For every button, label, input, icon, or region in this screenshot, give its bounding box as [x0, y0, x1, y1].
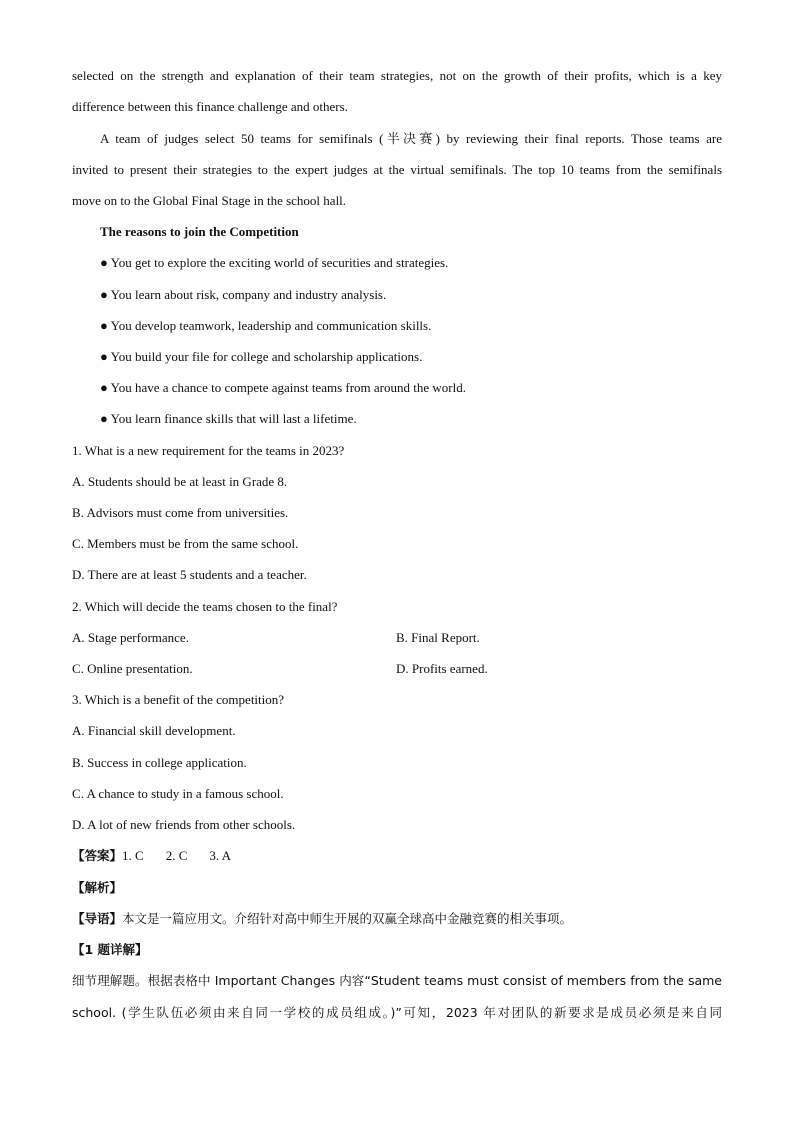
- q1-detail-line2: school. (学生队伍必须由来自同一学校的成员组成。)”可知，2023 年对团队的新要求是成员必须是来自同: [72, 1005, 722, 1020]
- question-option: D. There are at least 5 students and a teacher.: [72, 567, 307, 582]
- passage-para2-line1: A team of judges select 50 teams for semifinals (半决赛) by reviewing their final reports. Those teams are: [100, 131, 722, 146]
- question-option: A. Financial skill development.: [72, 723, 236, 738]
- question-option: B. Advisors must come from universities.: [72, 505, 289, 520]
- question-stem: 1. What is a new requirement for the teams in 2023?: [72, 443, 345, 458]
- answer-item: 1. C: [122, 848, 144, 863]
- reason-item: ● You get to explore the exciting world of securities and strategies.: [100, 255, 449, 270]
- guide-label: 【导语】: [72, 911, 123, 926]
- question-option: D. A lot of new friends from other schools.: [72, 817, 296, 832]
- question-stem: 2. Which will decide the teams chosen to the final?: [72, 599, 338, 614]
- question-option: B. Final Report.: [396, 630, 480, 645]
- reasons-heading: The reasons to join the Competition: [100, 224, 299, 239]
- guide-line: [72, 910, 722, 928]
- question-option: C. Online presentation.: [72, 661, 193, 676]
- passage-para1-line2: difference between this finance challenge and others.: [72, 99, 348, 114]
- q1-detail-line1: 细节理解题。根据表格中 Important Changes 内容“Student teams must consist of members from the same: [72, 973, 722, 988]
- answer-label: 【答案】: [72, 848, 123, 863]
- analysis-label: 【解析】: [72, 880, 123, 895]
- reason-item: ● You have a chance to compete against teams from around the world.: [100, 380, 466, 395]
- reason-item: ● You build your file for college and scholarship applications.: [100, 349, 423, 364]
- question-option: C. Members must be from the same school.: [72, 536, 299, 551]
- passage-para2-line3: move on to the Global Final Stage in the school hall.: [72, 193, 347, 208]
- answer-item: 2. C: [165, 848, 188, 863]
- passage-para2-line2: invited to present their strategies to the expert judges at the virtual semifinals. The top 10 teams from the semifinals: [72, 162, 722, 177]
- passage-para1-line1: selected on the strength and explanation of their team strategies, not on the growth of their profits, which is a key: [72, 68, 722, 83]
- question-option: C. A chance to study in a famous school.: [72, 786, 284, 801]
- question-option: A. Stage performance.: [72, 630, 189, 645]
- q1-detail-label: 【1 题详解】: [72, 942, 148, 957]
- answer-item: 3. A: [209, 848, 232, 863]
- question-option: A. Students should be at least in Grade 8.: [72, 474, 288, 489]
- question-option: B. Success in college application.: [72, 755, 247, 770]
- guide-text: 本文是一篇应用文。介绍针对高中师生开展的双赢全球高中金融竞赛的相关事项。: [122, 911, 573, 926]
- reason-item: ● You learn finance skills that will last a lifetime.: [100, 411, 357, 426]
- question-stem: 3. Which is a benefit of the competition?: [72, 692, 285, 707]
- answer-line: [72, 847, 722, 865]
- reason-item: ● You learn about risk, company and industry analysis.: [100, 287, 387, 302]
- reason-item: ● You develop teamwork, leadership and communication skills.: [100, 318, 432, 333]
- question-option: D. Profits earned.: [396, 661, 488, 676]
